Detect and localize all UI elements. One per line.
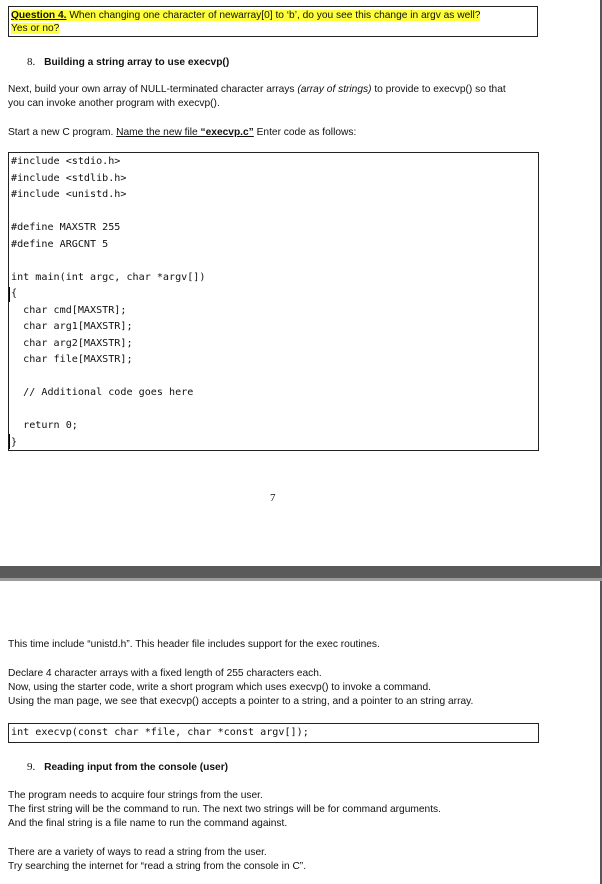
question-line-1 [11, 9, 480, 22]
section-9-heading [27, 760, 228, 775]
para-2-text: Start a new C program. [8, 127, 117, 138]
section-8-number: 8. [27, 56, 36, 68]
para-2 [8, 126, 356, 140]
para-1-text: Next, build your own array of NULL-terminated character arrays [8, 84, 298, 95]
page-2-para-1: This time include “unistd.h”. This header file includes support for the exec routines. [8, 639, 380, 650]
code-line: char arg2[MAXSTR]; [11, 337, 133, 349]
text-cursor-brace-open [9, 287, 10, 302]
page-2-para-2-line-2: Now, using the starter code, write a short program which uses execvp() to invoke a command. [8, 682, 431, 693]
question-box [8, 6, 538, 37]
code-line: { [11, 288, 18, 299]
text-cursor-brace-close [9, 434, 10, 449]
filename-label: Name the new file [116, 127, 201, 138]
execvp-signature: int execvp(const char *file, char *const argv[]); [11, 727, 309, 738]
section-9-title: Reading input from the console (user) [44, 762, 229, 773]
execvp-signature-box [8, 723, 539, 743]
code-line: // Additional code goes here [11, 387, 194, 398]
code-line: } [11, 436, 18, 448]
filename: “execvp.c” [200, 127, 254, 138]
para-1-italic: (array of strings) [297, 84, 372, 95]
question-answer-prompt: Yes or no? [11, 23, 60, 34]
page-2-para-4-line-1: There are a variety of ways to read a string from the user. [8, 847, 267, 858]
page-2-para-4-line-2: Try searching the internet for “read a string from the console in C”. [8, 861, 307, 872]
code-line: return 0; [11, 420, 78, 431]
page-divider [0, 566, 602, 578]
code-line: #include <stdio.h> [11, 156, 121, 167]
page-number: 7 [270, 492, 276, 504]
code-line: #include <stdlib.h> [11, 172, 127, 184]
question-label: Question 4. [11, 10, 67, 21]
question-text: When changing one character of newarray[0] to ‘b’, do you see this change in argv as well? [66, 10, 481, 21]
code-line: char arg1[MAXSTR]; [11, 321, 133, 332]
code-line: #define MAXSTR 255 [11, 222, 121, 233]
section-8-heading [27, 55, 229, 70]
para-1-line-2: you can invoke another program with execvp(). [8, 98, 220, 109]
code-line: int main(int argc, char *argv[]) [11, 271, 206, 283]
code-line: #define ARGCNT 5 [11, 238, 109, 250]
code-line: char file[MAXSTR]; [11, 354, 133, 365]
code-line: char cmd[MAXSTR]; [11, 304, 127, 316]
para-1-text-end: to provide to execvp() so that [371, 84, 506, 95]
para-1-line-1 [8, 83, 506, 97]
filename-instruction [116, 127, 254, 138]
page-2-para-2-line-3: Using the man page, we see that execvp() accepts a pointer to a string, and a pointer to an string array. [8, 696, 474, 707]
page-divider-shadow [0, 578, 602, 581]
question-line-2 [11, 22, 59, 35]
code-line: #include <unistd.h> [11, 189, 127, 200]
page-2-para-3-line-1: The program needs to acquire four strings from the user. [8, 790, 263, 801]
code-block [8, 152, 539, 451]
page-2-para-3-line-2: The first string will be the command to run. The next two strings will be for command arguments. [8, 804, 441, 815]
section-9-number: 9. [27, 761, 36, 773]
section-8-title: Building a string array to use execvp() [44, 57, 230, 68]
page-2-para-3-line-3: And the final string is a file name to run the command against. [8, 818, 288, 829]
page-2-para-2-line-1: Declare 4 character arrays with a fixed length of 255 characters each. [8, 668, 322, 679]
para-2-text-end: Enter code as follows: [253, 127, 357, 138]
